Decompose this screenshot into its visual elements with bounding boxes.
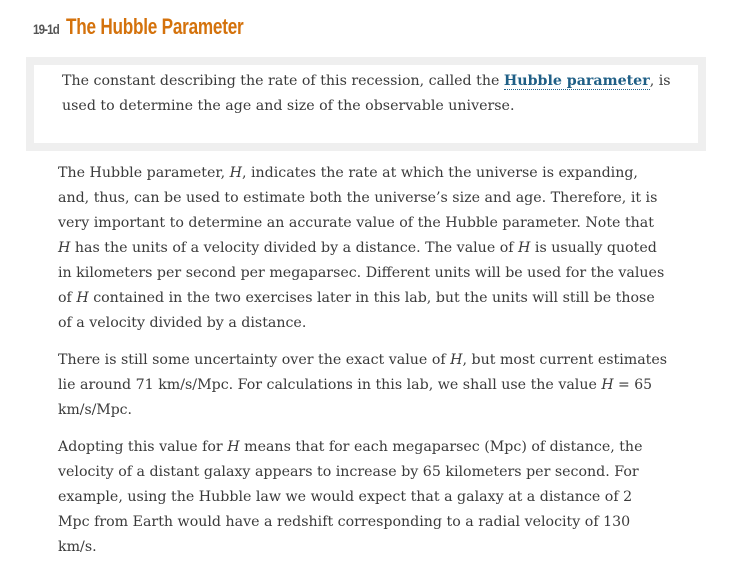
variable-h: H: [229, 165, 242, 181]
equation-value: 65: [634, 377, 653, 393]
text-run: The Hubble parameter,: [58, 165, 230, 181]
text-run: means that for each megaparsec (Mpc) of distance, the velocity of a distant galaxy appears to increase by 65 kilometers per second. For example, using the Hubble law we would expect that a galaxy at a distance of 2 Mpc from Earth would have a redshift corresponding to a radial velocity of 130 km/s.: [58, 439, 643, 555]
section-title: The Hubble Parameter: [66, 14, 244, 39]
variable-h: H: [518, 240, 531, 256]
text-run: Adopting this value for: [58, 439, 228, 455]
equation-sign: =: [613, 377, 635, 393]
equation-unit: km/s/Mpc.: [58, 402, 132, 418]
equation-variable: H: [601, 377, 614, 393]
section-header: [33, 14, 294, 40]
variable-h: H: [76, 290, 89, 306]
key-term-callout: [26, 57, 706, 151]
callout-text-before: The constant describing the rate of this recession, called the: [62, 73, 504, 89]
paragraph-3: [58, 435, 668, 560]
section-number: 19-1d: [33, 21, 59, 37]
variable-h: H: [227, 439, 240, 455]
variable-h: H: [450, 352, 463, 368]
text-run: contained in the two exercises later in this lab, but the units will still be those of a velocity divided by a distance.: [58, 290, 655, 331]
text-run: , but most current estimates lie around 71 km/s/Mpc. For calculations in this lab, we shall use the value: [58, 352, 668, 393]
text-run: is usually quoted in kilometers per second per megaparsec. Different units will be used for the values of: [58, 240, 665, 306]
body-text: [58, 161, 668, 572]
paragraph-2: [58, 348, 668, 423]
hubble-parameter-term-link[interactable]: Hubble parameter: [503, 73, 650, 89]
text-run: There is still some uncertainty over the exact value of: [58, 352, 451, 368]
variable-h: H: [58, 240, 71, 256]
paragraph-1: [58, 161, 668, 336]
text-run: has the units of a velocity divided by a distance. The value of: [70, 240, 519, 256]
callout-text-after: , is used to determine the age and size of the observable universe.: [62, 73, 671, 114]
callout-text: [62, 69, 674, 119]
text-run: , indicates the rate at which the universe is expanding, and, thus, can be used to estimate both the universe’s size and age. Therefore, it is very important to determine an accurate value of the Hubble parameter. Note that: [58, 165, 658, 231]
